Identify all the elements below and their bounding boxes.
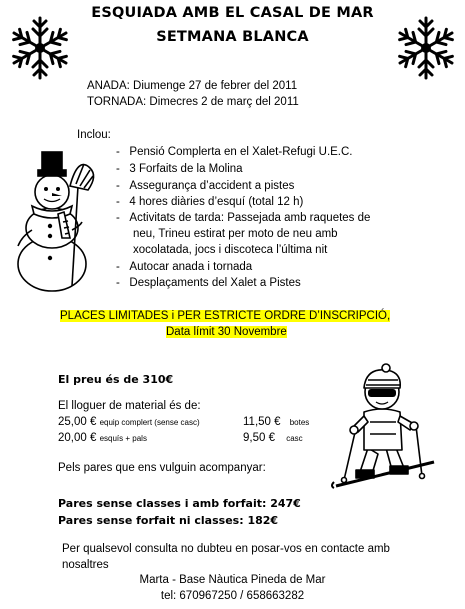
list-item: - 3 Forfaits de la Molina: [116, 163, 243, 175]
rental-row: [58, 416, 200, 428]
rental-price: 25,00 €: [58, 416, 97, 428]
list-item-continuation: neu, Trineu estirat per moto de neu amb: [133, 228, 338, 240]
list-item-text: Assegurança d’accident a pistes: [129, 180, 295, 192]
organization: Marta - Base Nàutica Pineda de Mar: [139, 574, 326, 586]
skier-icon: [330, 362, 440, 492]
parents-no-forfait-price: Pares sense forfait ni classes: 182€: [58, 514, 279, 527]
list-item: - Pensió Complerta en el Xalet-Refugi U.E.C.: [116, 146, 353, 158]
rental-desc: esquís + pals: [99, 434, 147, 443]
rental-desc: botes: [289, 418, 310, 427]
parents-label: Pels pares que ens vulguin acompanyar:: [58, 462, 266, 474]
places-notice: [60, 310, 390, 322]
list-item-text: Autocar anada i tornada: [129, 261, 253, 273]
snowflake-right-icon: [392, 14, 460, 82]
rental-label: El lloguer de material és de:: [58, 400, 201, 412]
list-item-text: Desplaçaments del Xalet a Pistes: [129, 277, 301, 289]
price-main: El preu és de 310€: [58, 373, 174, 386]
list-item-continuation: xocolatada, jocs i discoteca l’última nit: [133, 244, 328, 256]
parents-forfait-price: Pares sense classes i amb forfait: 247€: [58, 497, 301, 510]
list-item-text: 4 hores diàries d’esquí (total 12 h): [129, 196, 304, 208]
list-item-text: Pensió Complerta en el Xalet-Refugi U.E.C.: [129, 146, 353, 158]
list-item: - Activitats de tarda: Passejada amb raquetes de: [116, 212, 371, 224]
list-item: - 4 hores diàries d’esquí (total 12 h): [116, 196, 304, 208]
places-notice-text: PLACES LIMITADES i PER ESTRICTE ORDRE D’INSCRIPCIÓ,: [60, 310, 391, 322]
list-item-text: 3 Forfaits de la Molina: [129, 163, 243, 175]
list-item: - Assegurança d’accident a pistes: [116, 180, 295, 192]
rental-price: 20,00 €: [58, 432, 97, 444]
deadline-text: Data límit 30 Novembre: [166, 326, 287, 338]
contact-line: Per qualsevol consulta no dubteu en posar-vos en contacte amb: [62, 543, 390, 555]
list-item: - Desplaçaments del Xalet a Pistes: [116, 277, 301, 289]
page-title: ESQUIADA AMB EL CASAL DE MAR: [91, 5, 374, 21]
snowflake-left-icon: [6, 14, 74, 82]
contact-line-2: nosaltres: [62, 559, 109, 571]
snowman-icon: [8, 146, 108, 294]
rental-row: [243, 416, 309, 428]
rental-price: 9,50 €: [243, 432, 275, 444]
phone-numbers: tel: 670967250 / 658663282: [160, 590, 305, 602]
rental-price: 11,50 €: [243, 416, 281, 428]
rental-row: [58, 432, 147, 444]
includes-label: Inclou:: [77, 129, 111, 141]
deadline-notice: [166, 326, 287, 338]
list-item: - Autocar anada i tornada: [116, 261, 253, 273]
rental-desc: casc: [286, 434, 303, 443]
list-item-text: Activitats de tarda: Passejada amb raquetes de: [129, 212, 371, 224]
page-subtitle: SETMANA BLANCA: [156, 29, 309, 45]
rental-desc: equip complert (sense casc): [99, 418, 200, 427]
return-date: TORNADA: Dimecres 2 de març del 2011: [87, 96, 299, 108]
departure-date: ANADA: Diumenge 27 de febrer del 2011: [87, 80, 298, 92]
rental-row: [243, 432, 303, 444]
